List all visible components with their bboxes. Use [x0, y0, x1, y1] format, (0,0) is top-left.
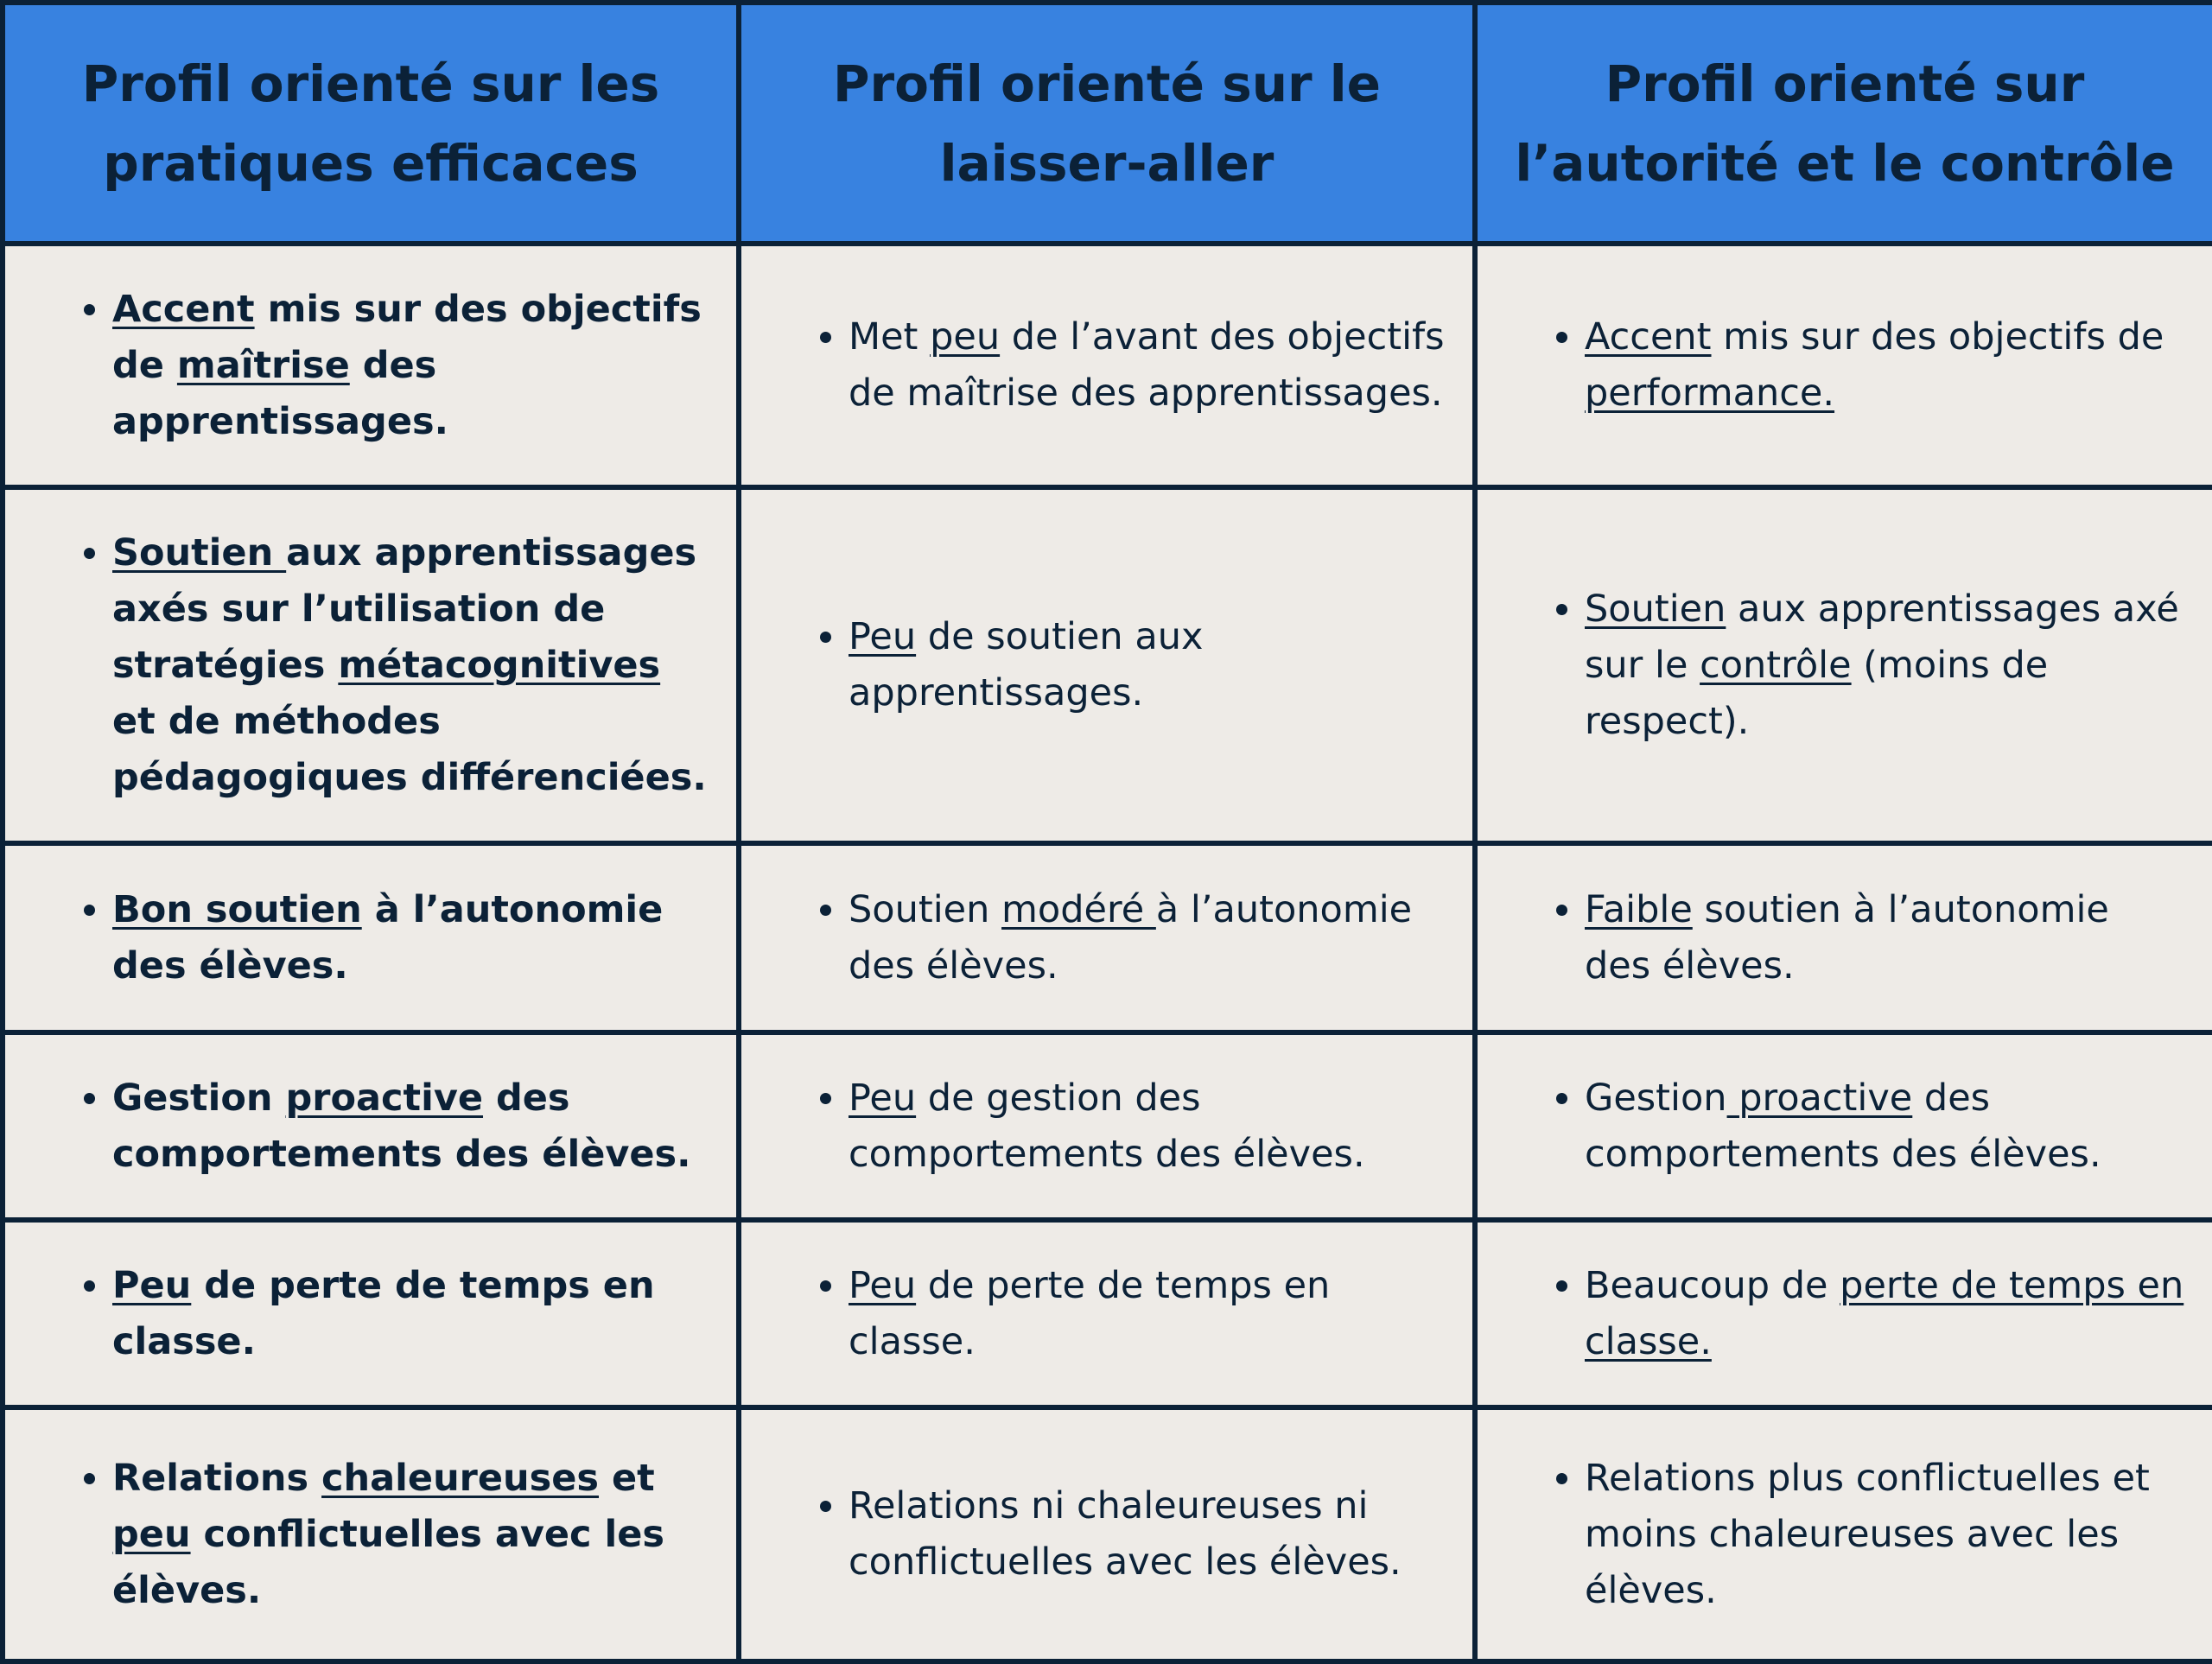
underlined-text: Accent: [1585, 315, 1712, 359]
bullet-list: [59, 525, 710, 806]
underlined-text: métacognitives: [338, 643, 661, 687]
underlined-text: Soutien: [1585, 587, 1726, 631]
text-segment: soutien à l’autonomie des élèves.: [1585, 887, 2109, 988]
text-segment: des comportements des élèves.: [1585, 1076, 2101, 1176]
column-header-effective-practices: Profil orienté sur les pratiques efficaces: [3, 3, 739, 244]
text-segment: de gestion des comportements des élèves.: [849, 1076, 1365, 1176]
table-cell-laissez-faire: [739, 487, 1475, 843]
underlined-text: performance.: [1585, 372, 1835, 415]
list-item: [1585, 882, 2186, 994]
list-item: [849, 1258, 1446, 1370]
list-item: [1585, 581, 2186, 750]
text-segment: aux apprentissages axé sur le: [1585, 587, 2179, 687]
table-cell-authority-control: [1475, 1407, 2212, 1661]
underlined-text: proactive: [285, 1076, 484, 1120]
underlined-text: modéré: [1001, 887, 1156, 931]
text-segment: et de méthodes pédagogiques différenciées.: [112, 699, 707, 799]
bullet-list: [1531, 309, 2186, 422]
column-header-laissez-faire: Profil orienté sur le laisser-aller: [739, 3, 1475, 244]
table-cell-laissez-faire: [739, 1220, 1475, 1407]
table-row: [3, 1407, 2212, 1661]
table-cell-laissez-faire: [739, 244, 1475, 487]
list-item: [849, 1070, 1446, 1183]
table-cell-authority-control: [1475, 487, 2212, 843]
underlined-text: perte de temps en classe.: [1585, 1263, 2184, 1363]
bullet-list: [795, 1478, 1446, 1591]
text-segment: Gestion: [112, 1076, 286, 1120]
list-item: [112, 1258, 710, 1370]
table-cell-authority-control: [1475, 244, 2212, 487]
list-item: [849, 609, 1446, 721]
table-cell-effective-practices: [3, 1407, 739, 1661]
header-row: [3, 3, 2212, 244]
table-cell-authority-control: [1475, 1220, 2212, 1407]
underlined-text: contrôle: [1700, 643, 1852, 687]
text-segment: Relations: [112, 1456, 322, 1500]
table-header: [3, 3, 2212, 244]
text-segment: Relations plus conflictuelles et moins chaleureuses avec les élèves.: [1585, 1456, 2150, 1612]
bullet-list: [59, 882, 710, 994]
bullet-list: [1531, 1070, 2186, 1183]
underlined-text: Peu: [112, 1263, 192, 1307]
text-segment: et: [599, 1456, 655, 1500]
text-segment: Gestion: [1585, 1076, 1727, 1120]
underlined-text: chaleureuses: [321, 1456, 600, 1500]
list-item: [1585, 309, 2186, 422]
text-segment: à l’autonomie des élèves.: [112, 887, 664, 988]
bullet-list: [1531, 1258, 2186, 1370]
text-segment: mis sur des objectifs de: [112, 287, 702, 387]
table-row: [3, 487, 2212, 843]
list-item: [112, 525, 710, 806]
bullet-list: [795, 882, 1446, 994]
underlined-text: Peu: [849, 1263, 917, 1307]
table-cell-effective-practices: [3, 244, 739, 487]
text-segment: Beaucoup de: [1585, 1263, 1840, 1307]
list-item: [1585, 1258, 2186, 1370]
list-item: [112, 282, 710, 450]
table-cell-authority-control: [1475, 843, 2212, 1032]
text-segment: Met: [849, 315, 931, 359]
table-row: [3, 843, 2212, 1032]
underlined-text: maîtrise: [176, 343, 350, 387]
underlined-text: Soutien: [112, 530, 287, 575]
text-segment: à l’autonomie des élèves.: [849, 887, 1413, 988]
underlined-text: peu: [930, 315, 1001, 359]
text-segment: Soutien: [849, 887, 1002, 931]
column-header-authority-control: Profil orienté sur l’autorité et le contrôle: [1475, 3, 2212, 244]
table-body: [3, 244, 2212, 1661]
bullet-list: [59, 1258, 710, 1370]
list-item: [1585, 1070, 2186, 1183]
text-segment: de perte de temps en classe.: [112, 1263, 655, 1363]
underlined-text: Peu: [849, 1076, 917, 1120]
bullet-list: [795, 1070, 1446, 1183]
text-segment: (moins de respect).: [1585, 643, 2049, 743]
table-cell-effective-practices: [3, 843, 739, 1032]
bullet-list: [1531, 882, 2186, 994]
text-segment: de perte de temps en classe.: [849, 1263, 1331, 1363]
text-segment: mis sur des objectifs de: [1711, 315, 2164, 359]
table-cell-effective-practices: [3, 1032, 739, 1220]
underlined-text: Peu: [849, 615, 917, 658]
text-segment: de l’avant des objectifs de maîtrise des apprentissages.: [849, 315, 1445, 415]
table-cell-effective-practices: [3, 1220, 739, 1407]
table-row: [3, 1220, 2212, 1407]
table-row: [3, 1032, 2212, 1220]
text-segment: des comportements des élèves.: [112, 1076, 691, 1176]
bullet-list: [795, 609, 1446, 721]
table-cell-laissez-faire: [739, 1032, 1475, 1220]
underlined-text: Accent: [112, 287, 255, 331]
underlined-text: Bon soutien: [112, 887, 362, 931]
table-cell-authority-control: [1475, 1032, 2212, 1220]
table-cell-laissez-faire: [739, 1407, 1475, 1661]
table-cell-effective-practices: [3, 487, 739, 843]
text-segment: conflictuelles avec les élèves.: [112, 1512, 664, 1612]
bullet-list: [59, 1070, 710, 1183]
table-cell-laissez-faire: [739, 843, 1475, 1032]
list-item: [112, 1451, 710, 1619]
bullet-list: [795, 1258, 1446, 1370]
list-item: [112, 882, 710, 994]
bullet-list: [59, 282, 710, 450]
list-item: [112, 1070, 710, 1183]
list-item: [1585, 1451, 2186, 1619]
list-item: [849, 1478, 1446, 1591]
list-item: [849, 309, 1446, 422]
bullet-list: [1531, 1451, 2186, 1619]
bullet-list: [1531, 581, 2186, 750]
text-segment: de soutien aux apprentissages.: [849, 615, 1204, 715]
table-row: [3, 244, 2212, 487]
bullet-list: [795, 309, 1446, 422]
text-segment: aux apprentissages axés sur l’utilisation de stratégies: [112, 530, 697, 687]
bullet-list: [59, 1451, 710, 1619]
list-item: [849, 882, 1446, 994]
underlined-text: Faible: [1585, 887, 1693, 931]
underlined-text: peu: [112, 1512, 191, 1556]
text-segment: des apprentissages.: [112, 343, 448, 443]
underlined-text: proactive: [1726, 1076, 1913, 1120]
text-segment: Relations ni chaleureuses ni conflictuelles avec les élèves.: [849, 1484, 1402, 1584]
